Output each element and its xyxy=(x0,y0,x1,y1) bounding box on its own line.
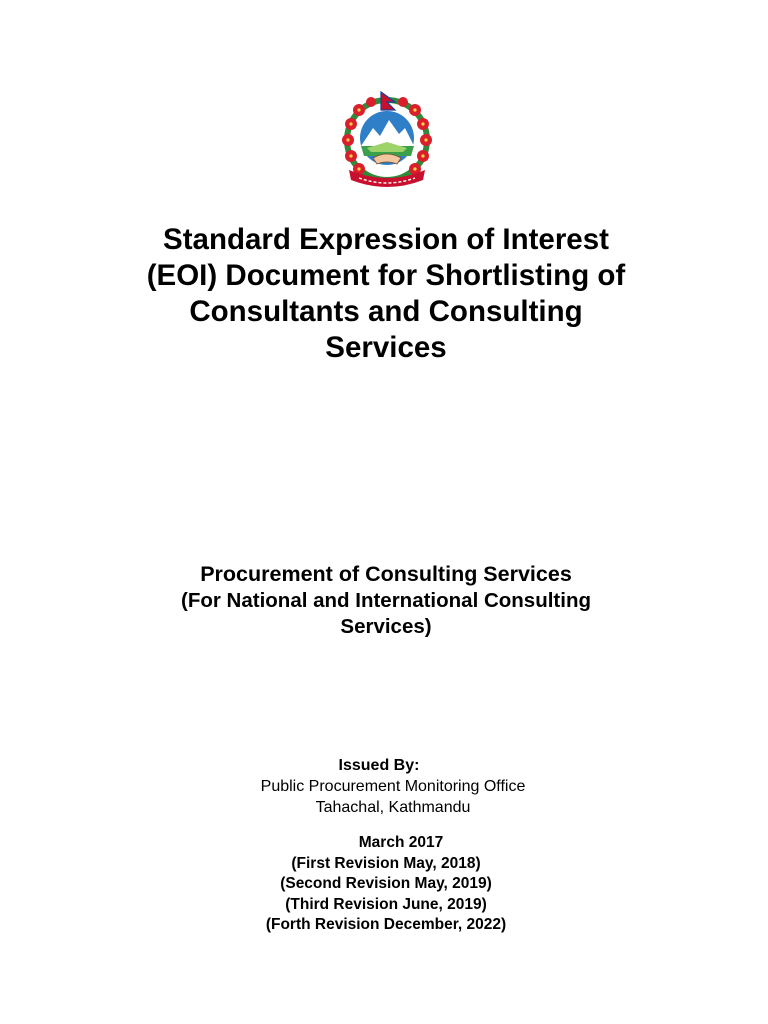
revision-history xyxy=(0,833,768,936)
issuer-line: Public Procurement Monitoring Office xyxy=(260,778,526,795)
flag-icon xyxy=(381,92,395,110)
revision-line: (Forth Revision December, 2022) xyxy=(265,916,507,933)
title-line: (EOI) Document for Shortlisting of xyxy=(146,259,626,292)
revision-line: (Second Revision May, 2019) xyxy=(280,875,492,892)
title-line: Services xyxy=(325,331,447,364)
issuer-block xyxy=(0,755,768,818)
revision-line: (Third Revision June, 2019) xyxy=(285,895,487,913)
issue-date: March 2017 xyxy=(358,834,444,851)
nepal-government-emblem-icon xyxy=(337,88,437,192)
subtitle: Procurement of Consulting Services xyxy=(200,562,572,586)
subtitle-note-line: (For National and International Consulting xyxy=(181,589,591,612)
issuer-line: Tahachal, Kathmandu xyxy=(315,799,471,816)
document-title xyxy=(0,222,768,366)
title-line: Consultants and Consulting xyxy=(189,295,583,328)
title-line: Standard Expression of Interest xyxy=(163,223,609,256)
subtitle-block xyxy=(0,560,768,640)
subtitle-note-line: Services) xyxy=(340,615,432,638)
revision-line: (First Revision May, 2018) xyxy=(291,854,481,872)
issued-by-label: Issued By: xyxy=(338,757,420,774)
